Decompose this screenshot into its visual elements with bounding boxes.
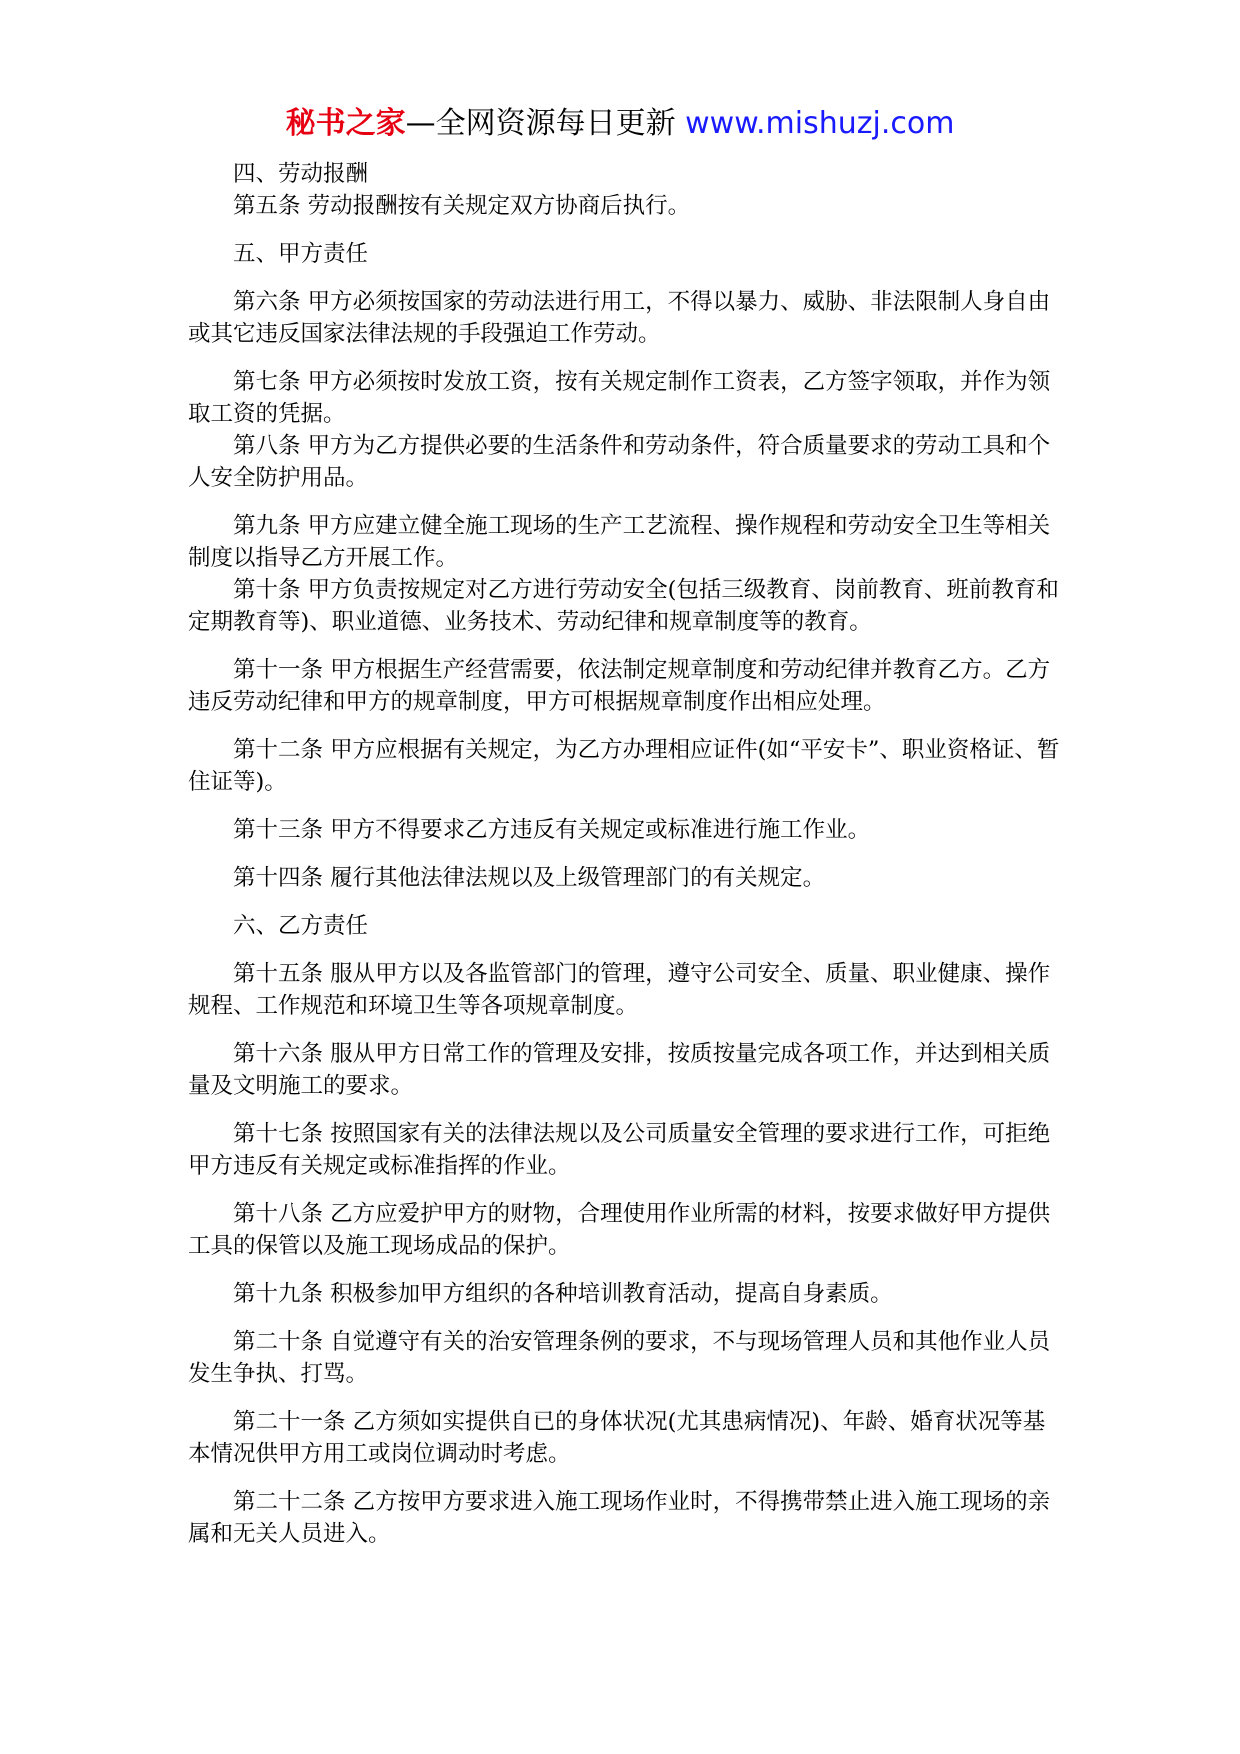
article-13: 第十三条 甲方不得要求乙方违反有关规定或标准进行施工作业。 — [233, 817, 871, 843]
article-10: 第十条 甲方负责按规定对乙方进行劳动安全(包括三级教育、岗前教育、班前教育和定期教育等)、职业道德、业务技术、劳动纪律和规章制度等的教育。 — [188, 577, 1059, 635]
site-url[interactable]: www.mishuzj.com — [685, 106, 955, 141]
article-14: 第十四条 履行其他法律法规以及上级管理部门的有关规定。 — [233, 865, 826, 891]
article-7: 第七条 甲方必须按时发放工资，按有关规定制作工资表，乙方签字领取，并作为领取工资的凭据。 — [188, 369, 1051, 427]
document-body — [188, 158, 1063, 1550]
section-heading-labor-pay: 四、劳动报酬 — [233, 161, 369, 187]
article-17: 第十七条 按照国家有关的法律法规以及公司质量安全管理的要求进行工作，可拒绝甲方违反有关规定或标准指挥的作业。 — [188, 1121, 1051, 1179]
article-12: 第十二条 甲方应根据有关规定，为乙方办理相应证件(如“平安卡”、职业资格证、暂住证等)。 — [188, 737, 1060, 795]
article-20: 第二十条 自觉遵守有关的治安管理条例的要求，不与现场管理人员和其他作业人员发生争执、打骂。 — [188, 1329, 1051, 1387]
article-22: 第二十二条 乙方按甲方要求进入施工现场作业时，不得携带禁止进入施工现场的亲属和无关人员进入。 — [188, 1489, 1051, 1547]
section-heading-party-b: 六、乙方责任 — [233, 913, 369, 939]
article-19: 第十九条 积极参加甲方组织的各种培训教育活动，提高自身素质。 — [233, 1281, 893, 1307]
site-brand: 秘书之家 — [285, 106, 406, 141]
site-header — [0, 104, 1240, 144]
article-18: 第十八条 乙方应爱护甲方的财物，合理使用作业所需的材料，按要求做好甲方提供工具的保管以及施工现场成品的保护。 — [188, 1201, 1051, 1259]
article-21: 第二十一条 乙方须如实提供自已的身体状况(尤其患病情况)、年龄、婚育状况等基本情况供甲方用工或岗位调动时考虑。 — [188, 1409, 1046, 1467]
article-16: 第十六条 服从甲方日常工作的管理及安排，按质按量完成各项工作，并达到相关质量及文明施工的要求。 — [188, 1041, 1051, 1099]
article-5: 第五条 劳动报酬按有关规定双方协商后执行。 — [233, 193, 691, 219]
article-15: 第十五条 服从甲方以及各监管部门的管理，遵守公司安全、质量、职业健康、操作规程、工作规范和环境卫生等各项规章制度。 — [188, 961, 1051, 1019]
article-9: 第九条 甲方应建立健全施工现场的生产工艺流程、操作规程和劳动安全卫生等相关制度以指导乙方开展工作。 — [188, 513, 1051, 571]
article-6: 第六条 甲方必须按国家的劳动法进行用工，不得以暴力、威胁、非法限制人身自由或其它违反国家法律法规的手段强迫工作劳动。 — [188, 289, 1051, 347]
article-11: 第十一条 甲方根据生产经营需要，依法制定规章制度和劳动纪律并教育乙方。乙方违反劳动纪律和甲方的规章制度，甲方可根据规章制度作出相应处理。 — [188, 657, 1051, 715]
site-tagline: —全网资源每日更新 — [405, 106, 686, 141]
section-heading-party-a: 五、甲方责任 — [233, 241, 369, 267]
article-8: 第八条 甲方为乙方提供必要的生活条件和劳动条件，符合质量要求的劳动工具和个人安全防护用品。 — [188, 433, 1051, 491]
